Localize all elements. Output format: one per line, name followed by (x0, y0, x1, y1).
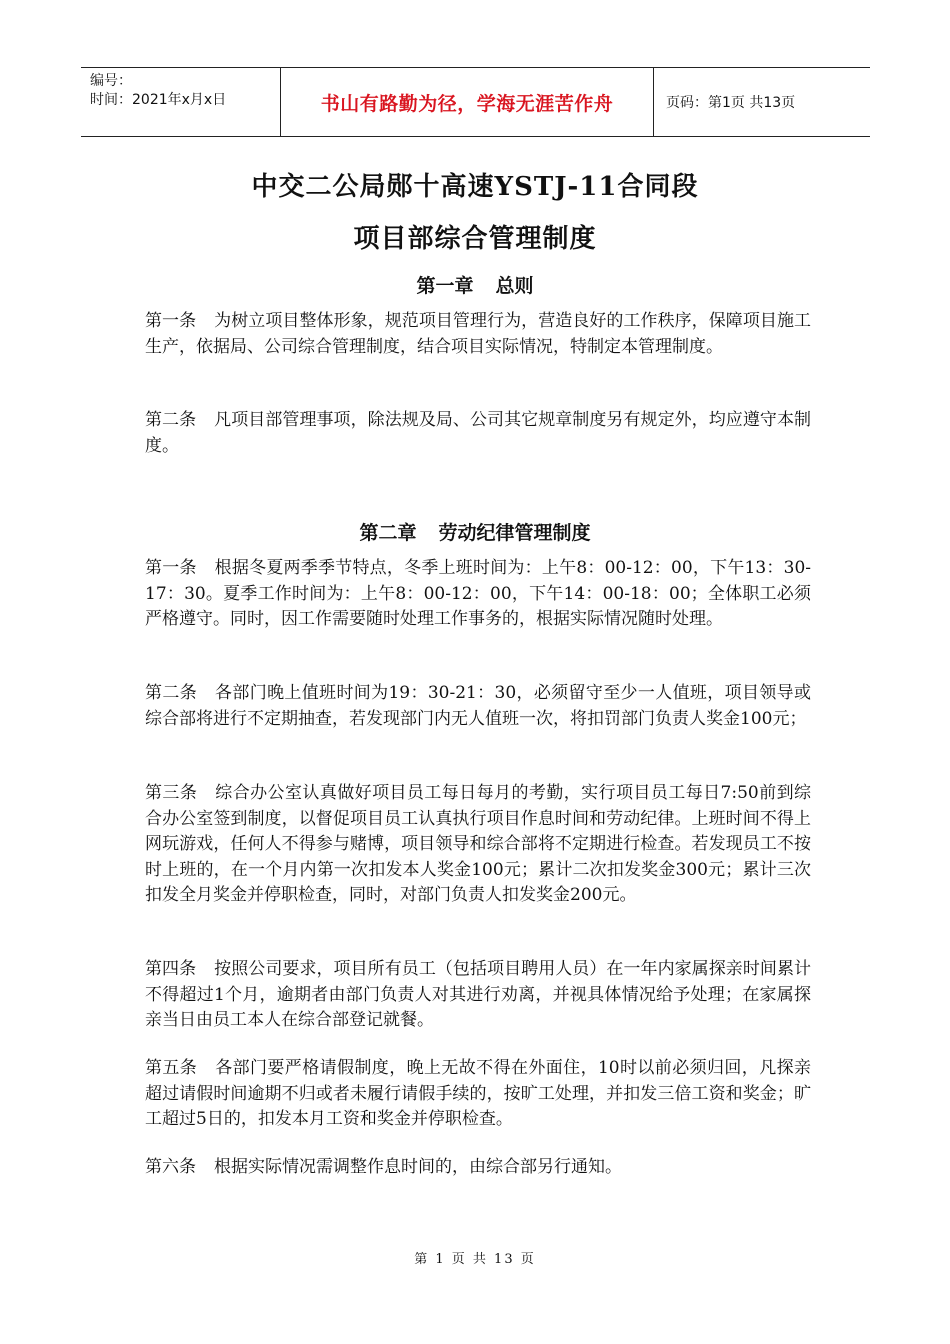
chapter-1-heading (0, 271, 950, 298)
chapter-2-article-1 (145, 556, 811, 633)
article-number: 第一条 (145, 558, 197, 578)
article-text: 为树立项目整体形象，规范项目管理行为，营造良好的工作秩序，保障项目施工生产，依据局、公司综合管理制度，结合项目实际情况，特制定本管理制度。 (145, 311, 812, 357)
article-text: 综合办公室认真做好项目员工每日每月的考勤，实行项目员工每日7:50前到综合办公室签到制度，以督促项目员工认真执行项目作息时间和劳动纪律。上班时间不得上网玩游戏，任何人不得参与赌博，项目领导和综合部将不定期进行检查。若发现员工不按时上班的，在一个月内第一次扣发本人奖金100元；累计二次扣发奖金300元；累计三次扣发全月奖金并停职检查，同时，对部门负责人扣发奖金200元。 (145, 783, 811, 905)
chapter-2-heading (0, 518, 950, 545)
document-title-line1: 中交二公局郧十高速YSTJ-11合同段 (251, 172, 699, 202)
chapter-2-article-5 (145, 1056, 811, 1133)
document-title-line2: 项目部综合管理制度 (353, 224, 597, 254)
article-number: 第四条 (145, 959, 197, 979)
number-label: 编号： (90, 73, 132, 89)
chapter-2-article-6 (145, 1155, 811, 1181)
article-text: 根据实际情况需调整作息时间的，由综合部另行通知。 (214, 1157, 622, 1177)
date-label: 时间：2021年x月x日 (90, 92, 227, 108)
header-page-cell (654, 68, 870, 136)
chapter-1-name: 总则 (495, 275, 534, 297)
article-text: 凡项目部管理事项，除法规及局、公司其它规章制度另有规定外，均应遵守本制度。 (145, 410, 812, 456)
page-footer: 第 1 页 共 13 页 (414, 1252, 536, 1267)
chapter-1-number: 第一章 (416, 275, 474, 297)
article-text: 按照公司要求，项目所有员工（包括项目聘用人员）在一年内家属探亲时间累计不得超过1个月，逾期者由部门负责人对其进行劝离，并视具体情况给予处理；在家属探亲当日由员工本人在综合部登记就餐。 (145, 959, 812, 1030)
chapter-2-article-2 (145, 681, 811, 732)
header-motto-cell (281, 68, 654, 136)
chapter-2-name: 劳动纪律管理制度 (438, 522, 591, 544)
article-number: 第三条 (145, 783, 198, 803)
chapter-2-article-3 (145, 781, 811, 909)
header-table (81, 67, 870, 137)
article-number: 第二条 (145, 683, 198, 703)
article-number: 第一条 (145, 311, 197, 331)
article-number: 第五条 (145, 1058, 198, 1078)
motto-text: 书山有路勤为径，学海无涯苦作舟 (320, 92, 614, 115)
chapter-1-article-2 (145, 408, 811, 459)
article-text: 各部门要严格请假制度，晚上无故不得在外面住，10时以前必须归回，凡探亲超过请假时间逾期不归或者未履行请假手续的，按旷工处理，并扣发三倍工资和奖金；旷工超过5日的，扣发本月工资和奖金并停职检查。 (145, 1058, 811, 1129)
chapter-1-article-1 (145, 309, 811, 360)
article-text: 各部门晚上值班时间为19：30-21：30，必须留守至少一人值班，项目领导或综合部将进行不定期抽查，若发现部门内无人值班一次，将扣罚部门负责人奖金100元； (145, 683, 812, 729)
chapter-2-article-4 (145, 957, 811, 1034)
article-number: 第六条 (145, 1157, 196, 1177)
page-info: 页码：第1页 共13页 (666, 95, 796, 111)
chapter-2-number: 第二章 (359, 522, 417, 544)
article-text: 根据冬夏两季季节特点，冬季上班时间为：上午8：00-12：00，下午13：30-17：30。夏季工作时间为：上午8：00-12：00，下午14：00-18：00；全体职工必须严格遵守。同时，因工作需要随时处理工作事务的，根据实际情况随时处理。 (145, 558, 812, 629)
article-number: 第二条 (145, 410, 197, 430)
header-meta-cell (81, 68, 281, 136)
